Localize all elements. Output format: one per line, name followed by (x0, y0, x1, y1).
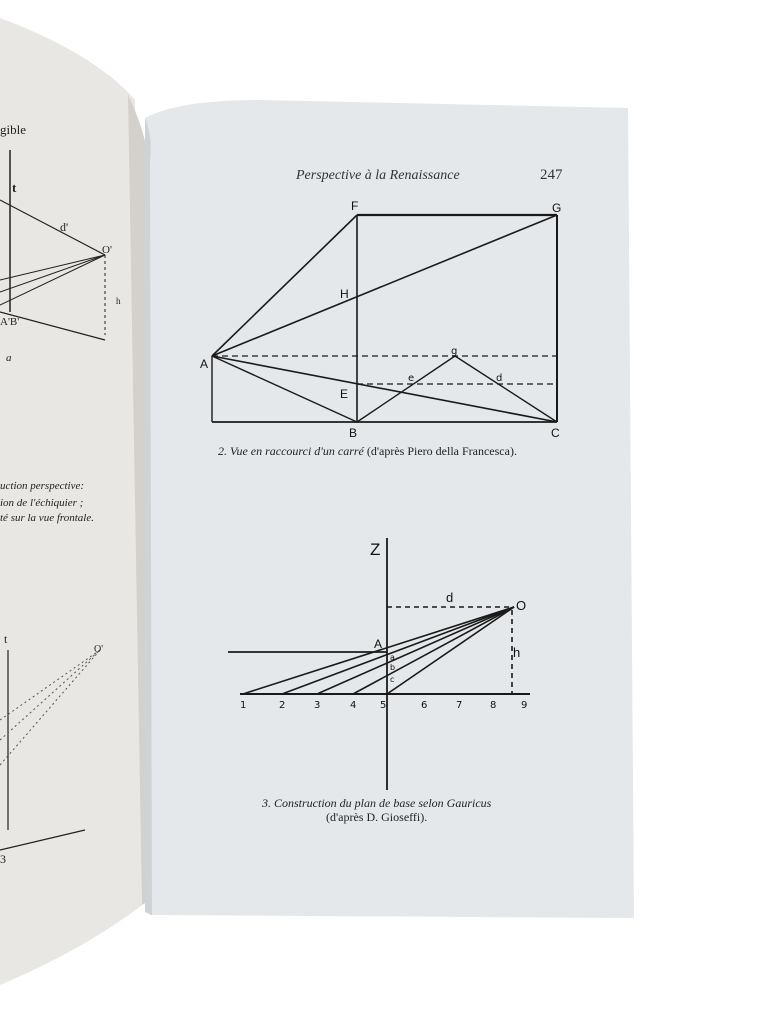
figure-2-caption-title: 2. Vue en raccourci d'un carré (218, 444, 364, 458)
left-fragment: O' (102, 244, 112, 256)
left-fragment: a (6, 352, 12, 364)
scale-8: 8 (490, 700, 497, 711)
left-fragment: t (12, 180, 17, 195)
label-d: d (446, 590, 454, 605)
scale-6: 6 (421, 700, 428, 711)
label-H: H (340, 287, 349, 301)
label-h: h (513, 645, 521, 660)
label-E: E (340, 387, 349, 401)
label-c: c (390, 675, 395, 684)
label-B: B (349, 426, 358, 440)
left-fragment: O' (94, 644, 104, 655)
ray-2 (282, 607, 514, 694)
label-e: e (408, 373, 415, 384)
figure-3-caption-line1: 3. Construction du plan de base selon Gauricus (262, 796, 492, 810)
left-fragment: h (116, 296, 121, 306)
scale-3: 3 (314, 700, 321, 711)
page-number: 247 (540, 167, 563, 183)
scale-9: 9 (521, 700, 528, 711)
figure-2-caption-source: (d'après Piero della Francesca). (363, 444, 517, 458)
left-fragment: t (4, 632, 8, 646)
scale-1: 1 (240, 700, 247, 711)
label-a: a (390, 653, 395, 662)
label-A: A (200, 357, 209, 371)
label-C: C (551, 426, 560, 440)
label-d: d (496, 373, 503, 384)
label-Z: Z (370, 540, 381, 559)
left-fragment: A'B' (0, 316, 20, 328)
left-fragment: ion de l'échiquier ; (0, 497, 84, 509)
left-fragment: gible (0, 122, 26, 137)
scale-5: 5 (380, 700, 387, 711)
scale-4: 4 (350, 700, 357, 711)
left-fragment: té sur la vue frontale. (0, 512, 94, 524)
label-F: F (351, 199, 359, 213)
label-b: b (390, 663, 396, 672)
label-O: O (516, 598, 527, 613)
ray-3 (317, 607, 514, 694)
left-fragment: d' (60, 220, 69, 234)
scale-7: 7 (456, 700, 463, 711)
running-head: Perspective à la Renaissance (296, 168, 460, 183)
left-fragment: 3 (0, 852, 6, 866)
label-A: A (374, 637, 383, 651)
label-G: G (552, 201, 562, 215)
left-fragment: uction perspective: (0, 480, 84, 492)
scale-2: 2 (279, 700, 286, 711)
ray-5 (387, 607, 514, 694)
label-g: g (451, 346, 458, 357)
figure-3-caption-line2: (d'après D. Gioseffi). (326, 810, 428, 824)
